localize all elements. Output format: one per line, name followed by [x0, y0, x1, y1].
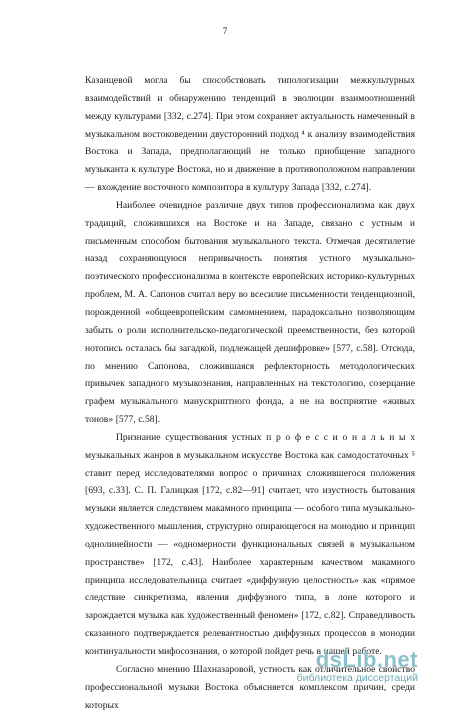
watermark-logo: dsLib.net	[315, 646, 418, 672]
document-body	[85, 72, 415, 714]
paragraph-1: Казанцевой могла бы способствовать типологизации межкультурных взаимодействий и обнаружению тенденций в эволюции взаимоотношений между культурами [332, с.274]. При этом сохраняет актуальность намеченный в музыкальном востоковедении двусторонний подход ⁴ к анализу взаимодействия Востока и Запада, предполагающий не только приобщение западного музыканта к культуре Востока, но и движение в противоположном направлении — вхождение восточного композитора в культуру Запада [332, с.274].	[85, 75, 415, 194]
paragraph-2: Наиболее очевидное различие двух типов профессионализма как двух традиций, сложившихся на Востоке и на Западе, связано с устным и письменным способом бытования музыкального текста. Отмечая десятилетие назад сохраняющуюся непривычность понятия устного музыкально-поэтического профессионализма в контексте европейских историко-культурных проблем, М. А. Сапонов считал веру во всесилие письменности тенденциозной, порожденной «общеевропейским самомнением, парадоксально позволяющим забыть о роли исполнительско-педагогической преемственности, без которой нотопись осталась бы загадкой, подлежащей дешифровке» [577, с.58]. Отсюда, по мнению Сапонова, сложившаяся рефлекторность методологических привычек западного музыкознания, направленных на текстологию, созерцание графем музыкального манускриптного фонда, а не на восприятие «живых тонов» [577, с.58].	[85, 199, 415, 426]
watermark-subtitle: библиотека диссертаций	[296, 671, 418, 684]
watermark	[296, 646, 418, 684]
paragraph-3: Признание существования устных п р о ф е с с и о н а л ь н ы х музыкальных жанров в музыкальном искусстве Востока как самодостаточных ⁵ ставит перед исследователями вопрос о причинах сложившегося положения [693, с.33]. С. П. Галицкая [172, с.82—91] считает, что изустность бытования музыки является следствием макамного принципа — особого типа музыкально-художественного мышления, структурно опирающегося на монодию и принцип однолинейности — «одномерности функциональных связей в музыкальном пространстве» [172, с.43]. Наиболее характерным качеством макамного принципа исследовательница считает «диффузную целостность» как «прямое следствие синкретизма, явления диффузного типа, в лоне которого и зарождается музыка как художественный феномен» [172, с.82]. Справедливость сказанного подтверждается релевантностью диффузных процессов в монодии континуальности мифосознания, о которой пойдет речь в нашей работе.	[85, 431, 415, 657]
paragraph-4: Согласно мнению Шахназаровой, устность как отличительное свойство профессиональной музыки Востока объясняется комплексом причин, среди которых	[85, 663, 415, 711]
page-number: 7	[222, 26, 228, 36]
